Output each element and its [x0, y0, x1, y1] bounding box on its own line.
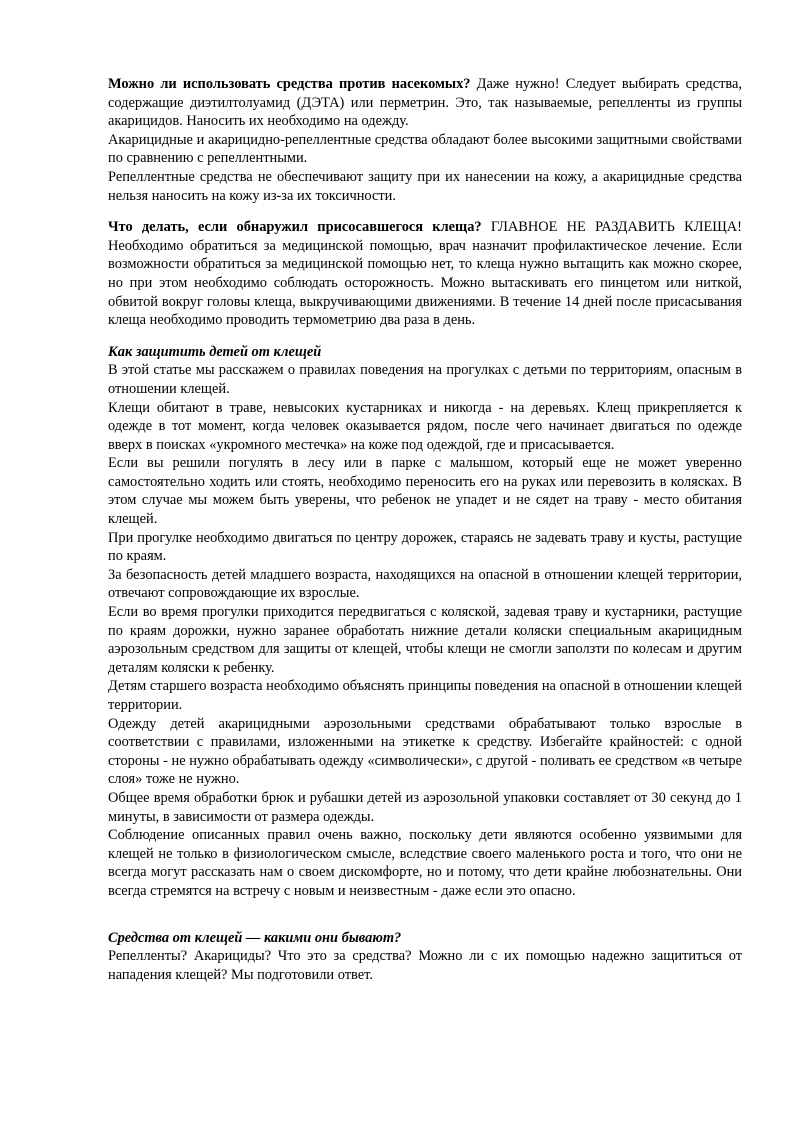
paragraph-older-children: Детям старшего возраста необходимо объяснять принципы поведения на опасной в отношении клещей территории. [108, 678, 742, 713]
paragraph-attached-tick [108, 218, 742, 330]
paragraph-intro: В этой статье мы расскажем о правилах поведения на прогулках с детьми по территориям, опасным в отношении клещей. [108, 362, 742, 397]
paragraph-text: ГЛАВНОЕ НЕ РАЗДАВИТЬ КЛЕЩА! Необходимо обратиться за медицинской помощью, врач назначит профилактическое лечение. Если возможности обратиться за медицинской помощью нет, то клеща нужно вытащить как можно скорее, но при этом необходимо соблюдать осторожность. Можно вытаскивать его пинцетом или ниткой, обвитой вокруг головы клеща, выкручивающими движениями. В течение 14 дней после присасывания клеща необходимо проводить термометрию два раза в день. [108, 219, 742, 329]
paragraph-treatment-time: Общее время обработки брюк и рубашки детей из аэрозольной упаковки составляет от 30 секунд до 1 минуты, в зависимости от размера одежды. [108, 789, 742, 825]
section-heading-remedies: Средства от клещей — какими они бывают? [108, 929, 402, 946]
paragraph-stroller-treatment: Если во время прогулки приходится передвигаться с коляской, задевая траву и кустарники, растущие по краям дорожки, нужно заранее обработать нижние детали коляски специальным акарицидным аэрозольным средством для защиты от клещей, чтобы клещи не смогли заползти по колесам и другим деталям коляски к ребенку. [108, 604, 742, 676]
question-heading: Можно ли использовать средства против насекомых? [108, 76, 471, 92]
spacer [108, 901, 742, 929]
paragraph-text: Даже нужно! Следует выбирать средства, содержащие диэтилтолуамид (ДЭТА) или перметрин. Это, так называемые, репелленты из группы акарицидов. Наносить их необходимо на одежду. [108, 76, 742, 130]
spacer [108, 205, 742, 218]
paragraph-tick-habitat: Клещи обитают в траве, невысоких кустарниках и никогда - на деревьях. Клещ прикрепляется к одежде в тот момент, когда человек оказывается рядом, после чего начинает двигаться по одежде вверх в поисках «укромного местечка» на коже под одеждой, где и присасывается. [108, 399, 742, 453]
question-heading: Что делать, если обнаружил присосавшегося клеща? [108, 219, 482, 236]
paragraph-rules-importance: Соблюдение описанных правил очень важно, поскольку дети являются особенно уязвимыми для клещей не только в физиологическом смысле, вследствие своего маленького роста и того, что они не всегда могут рассказать нам о своем дискомфорте, но и потому, что дети крайне любознательны. Они всегда стремятся на встречу с новым и неизвестным - даже если это опасно. [108, 827, 742, 899]
spacer [108, 330, 742, 343]
paragraph-insect-repellents [108, 75, 742, 131]
section-heading-children: Как защитить детей от клещей [108, 343, 322, 360]
paragraph-clothing-treatment: Одежду детей акарицидными аэрозольными средствами обрабатывают только взрослые в соответствии с правилами, изложенными на этикетке к средству. Избегайте крайностей: с одной стороны - не нужно обрабатывать одежду «символически», с другой - поливать ее средством «в четыре слоя» тоже не нужно. [108, 715, 742, 788]
paragraph-remedies-question: Репелленты? Акарициды? Что это за средства? Можно ли с их помощью надежно защититься от нападения клещей? Мы подготовили ответ. [108, 948, 742, 983]
paragraph-walk-with-baby: Если вы решили погулять в лесу или в парке с малышом, который еще не может уверенно самостоятельно ходить или стоять, необходимо переносить его на руках или перевозить в колясках. В этом случае мы можем быть уверены, что ребенок не упадет и не сядет на траву - место обитания клещей. [108, 455, 742, 528]
paragraph-repellents-skin: Репеллентные средства не обеспечивают защиту при их нанесении на кожу, а акарицидные средства нельзя наносить на кожу из-за их токсичности. [108, 168, 742, 204]
paragraph-acaricides-comparison: Акарицидные и акарицидно-репеллентные средства обладают более высокими защитными свойствами по сравнению с репеллентными. [108, 131, 742, 167]
paragraph-adult-responsibility: За безопасность детей младшего возраста, находящихся на опасной в отношении клещей территории, отвечают сопровождающие их взрослые. [108, 566, 742, 602]
paragraph-path-center: При прогулке необходимо двигаться по центру дорожек, стараясь не задевать траву и кусты, растущие по краям. [108, 529, 742, 565]
